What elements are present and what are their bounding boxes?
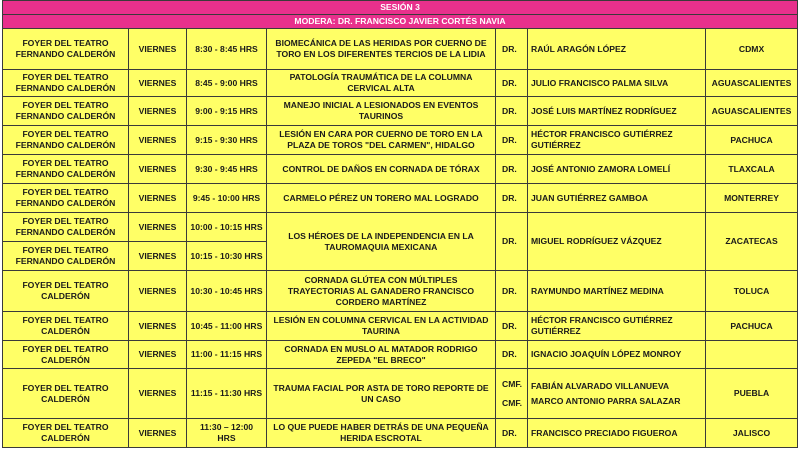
- time-cell: 8:45 - 9:00 HRS: [187, 70, 267, 97]
- venue-cell: FOYER DEL TEATRO FERNANDO CALDERÓN: [3, 70, 129, 97]
- day-cell: VIERNES: [129, 271, 187, 312]
- title-cell: DR.: [496, 29, 528, 70]
- moderator-label: MODERA: DR. FRANCISCO JAVIER CORTÉS NAVIA: [3, 15, 798, 29]
- speaker-cell: JUAN GUTIÉRREZ GAMBOA: [528, 184, 706, 213]
- table-row: [3, 126, 798, 155]
- topic-cell: LESIÓN EN CARA POR CUERNO DE TORO EN LA PLAZA DE TOROS "DEL CARMEN", HIDALGO: [267, 126, 496, 155]
- venue-cell: FOYER DEL TEATRO FERNANDO CALDERÓN: [3, 155, 129, 184]
- topic-cell: CONTROL DE DAÑOS EN CORNADA DE TÓRAX: [267, 155, 496, 184]
- table-row: [3, 29, 798, 70]
- speaker-cell: [528, 369, 706, 419]
- topic-cell: LO QUE PUEDE HABER DETRÁS DE UNA PEQUEÑA HERIDA ESCROTAL: [267, 419, 496, 448]
- time-cell: 10:45 - 11:00 HRS: [187, 312, 267, 341]
- title-cell: [496, 369, 528, 419]
- city-cell: PACHUCA: [706, 312, 798, 341]
- day-cell: VIERNES: [129, 97, 187, 126]
- city-cell: AGUASCALIENTES: [706, 97, 798, 126]
- day-cell: VIERNES: [129, 70, 187, 97]
- table-row: [3, 70, 798, 97]
- time-cell: 11:30 – 12:00 HRS: [187, 419, 267, 448]
- city-cell: JALISCO: [706, 419, 798, 448]
- topic-cell: LOS HÉROES DE LA INDEPENDENCIA EN LA TAUROMAQUIA MEXICANA: [267, 213, 496, 271]
- title-cell: DR.: [496, 213, 528, 271]
- speaker-cell: JOSÉ ANTONIO ZAMORA LOMELÍ: [528, 155, 706, 184]
- title-cell: DR.: [496, 184, 528, 213]
- time-cell: 9:15 - 9:30 HRS: [187, 126, 267, 155]
- table-row: [3, 155, 798, 184]
- speaker-cell: RAÚL ARAGÓN LÓPEZ: [528, 29, 706, 70]
- table-row: [3, 184, 798, 213]
- title-cell: DR.: [496, 97, 528, 126]
- city-cell: AGUASCALIENTES: [706, 70, 798, 97]
- venue-cell: FOYER DEL TEATRO FERNANDO CALDERÓN: [3, 29, 129, 70]
- speaker-cell: IGNACIO JOAQUÍN LÓPEZ MONROY: [528, 341, 706, 369]
- city-cell: CDMX: [706, 29, 798, 70]
- speaker-cell: FRANCISCO PRECIADO FIGUEROA: [528, 419, 706, 448]
- table-row: [3, 271, 798, 312]
- venue-cell: FOYER DEL TEATRO CALDERÓN: [3, 369, 129, 419]
- title-cell: DR.: [496, 312, 528, 341]
- time-cell: 10:15 - 10:30 HRS: [187, 242, 267, 271]
- speaker-line-2: MARCO ANTONIO PARRA SALAZAR: [531, 395, 681, 406]
- topic-cell: CORNADA EN MUSLO AL MATADOR RODRIGO ZEPEDA "EL BRECO": [267, 341, 496, 369]
- venue-cell: FOYER DEL TEATRO CALDERÓN: [3, 312, 129, 341]
- city-cell: TOLUCA: [706, 271, 798, 312]
- day-cell: VIERNES: [129, 419, 187, 448]
- table-row: [3, 419, 798, 448]
- table-row: [3, 213, 798, 242]
- speaker-cell: MIGUEL RODRÍGUEZ VÁZQUEZ: [528, 213, 706, 271]
- time-cell: 11:00 - 11:15 HRS: [187, 341, 267, 369]
- title-cell: DR.: [496, 271, 528, 312]
- time-cell: 10:00 - 10:15 HRS: [187, 213, 267, 242]
- table-row: [3, 312, 798, 341]
- day-cell: VIERNES: [129, 29, 187, 70]
- title-line-2: CMF.: [502, 397, 523, 408]
- speaker-cell: HÉCTOR FRANCISCO GUTIÉRREZ GUTIÉRREZ: [528, 312, 706, 341]
- venue-cell: FOYER DEL TEATRO FERNANDO CALDERÓN: [3, 213, 129, 242]
- city-cell: PUEBLA: [706, 369, 798, 419]
- speaker-cell: JOSÉ LUIS MARTÍNEZ RODRÍGUEZ: [528, 97, 706, 126]
- venue-cell: FOYER DEL TEATRO FERNANDO CALDERÓN: [3, 242, 129, 271]
- venue-cell: FOYER DEL TEATRO CALDERÓN: [3, 341, 129, 369]
- time-cell: 9:45 - 10:00 HRS: [187, 184, 267, 213]
- speaker-line-1: FABIÁN ALVARADO VILLANUEVA: [531, 380, 670, 391]
- topic-cell: MANEJO INICIAL A LESIONADOS EN EVENTOS TAURINOS: [267, 97, 496, 126]
- time-cell: 8:30 - 8:45 HRS: [187, 29, 267, 70]
- city-cell: PACHUCA: [706, 126, 798, 155]
- venue-cell: FOYER DEL TEATRO CALDERÓN: [3, 271, 129, 312]
- title-cell: DR.: [496, 419, 528, 448]
- speaker-cell: JULIO FRANCISCO PALMA SILVA: [528, 70, 706, 97]
- speaker-cell: RAYMUNDO MARTÍNEZ MEDINA: [528, 271, 706, 312]
- city-cell: [706, 341, 798, 369]
- topic-cell: BIOMECÁNICA DE LAS HERIDAS POR CUERNO DE TORO EN LOS DIFERENTES TERCIOS DE LA LIDIA: [267, 29, 496, 70]
- day-cell: VIERNES: [129, 242, 187, 271]
- title-cell: DR.: [496, 341, 528, 369]
- table-row: [3, 97, 798, 126]
- day-cell: VIERNES: [129, 312, 187, 341]
- schedule-table: [2, 0, 798, 448]
- venue-cell: FOYER DEL TEATRO FERNANDO CALDERÓN: [3, 97, 129, 126]
- time-cell: 9:30 - 9:45 HRS: [187, 155, 267, 184]
- title-cell: DR.: [496, 70, 528, 97]
- day-cell: VIERNES: [129, 184, 187, 213]
- table-row: [3, 369, 798, 419]
- venue-cell: FOYER DEL TEATRO CALDERÓN: [3, 419, 129, 448]
- day-cell: VIERNES: [129, 213, 187, 242]
- speaker-cell: HÉCTOR FRANCISCO GUTIÉRREZ GUTIÉRREZ: [528, 126, 706, 155]
- table-row: [3, 341, 798, 369]
- topic-cell: PATOLOGÍA TRAUMÁTICA DE LA COLUMNA CERVICAL ALTA: [267, 70, 496, 97]
- topic-cell: CORNADA GLÚTEA CON MÚLTIPLES TRAYECTORIAS AL GANADERO FRANCISCO CORDERO MARTÍNEZ: [267, 271, 496, 312]
- time-cell: 11:15 - 11:30 HRS: [187, 369, 267, 419]
- city-cell: ZACATECAS: [706, 213, 798, 271]
- city-cell: MONTERREY: [706, 184, 798, 213]
- session-title: SESIÓN 3: [3, 1, 798, 15]
- time-cell: 10:30 - 10:45 HRS: [187, 271, 267, 312]
- city-cell: TLAXCALA: [706, 155, 798, 184]
- venue-cell: FOYER DEL TEATRO FERNANDO CALDERÓN: [3, 126, 129, 155]
- day-cell: VIERNES: [129, 369, 187, 419]
- venue-cell: FOYER DEL TEATRO FERNANDO CALDERÓN: [3, 184, 129, 213]
- time-cell: 9:00 - 9:15 HRS: [187, 97, 267, 126]
- topic-cell: TRAUMA FACIAL POR ASTA DE TORO REPORTE DE UN CASO: [267, 369, 496, 419]
- day-cell: VIERNES: [129, 126, 187, 155]
- day-cell: VIERNES: [129, 341, 187, 369]
- title-line-1: CMF.: [502, 378, 523, 389]
- title-cell: DR.: [496, 126, 528, 155]
- day-cell: VIERNES: [129, 155, 187, 184]
- title-cell: DR.: [496, 155, 528, 184]
- topic-cell: LESIÓN EN COLUMNA CERVICAL EN LA ACTIVIDAD TAURINA: [267, 312, 496, 341]
- topic-cell: CARMELO PÉREZ UN TORERO MAL LOGRADO: [267, 184, 496, 213]
